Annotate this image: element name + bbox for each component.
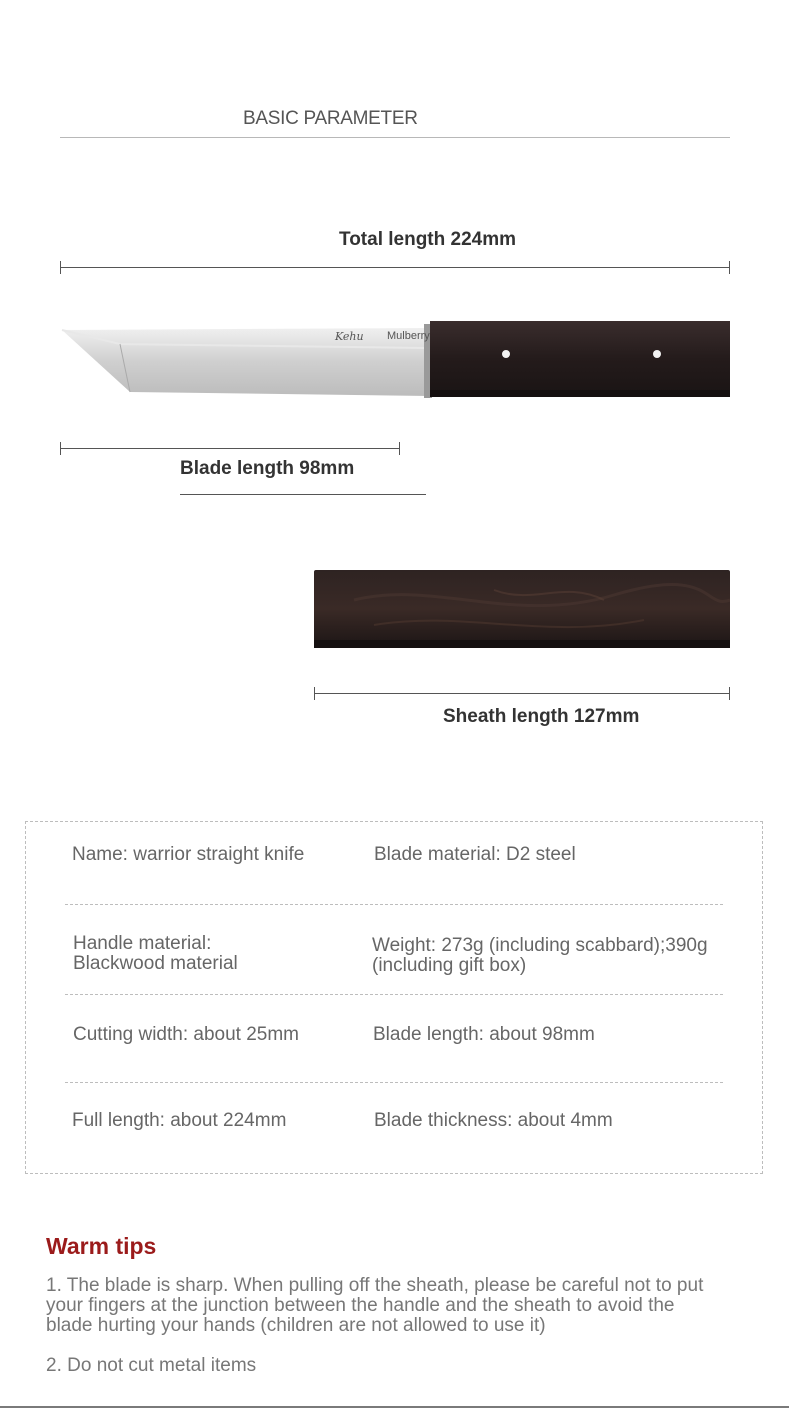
blade-engraving: Kehu: [335, 330, 364, 343]
handle-pin: [502, 350, 510, 358]
blade-length-line: [60, 448, 400, 449]
header-divider: [60, 137, 730, 138]
param-blade-thickness: Blade thickness: about 4mm: [374, 1110, 613, 1131]
param-blade-material: Blade material: D2 steel: [374, 844, 576, 865]
tip-item: 1. The blade is sharp. When pulling off the sheath, please be careful not to put your fingers at the junction between the handle and the sheath to avoid the blade hurting your hands (children are not allowed to use it): [46, 1275, 704, 1336]
handle-pin: [653, 350, 661, 358]
param-cutting-width: Cutting width: about 25mm: [73, 1024, 300, 1045]
row-divider: [65, 1082, 723, 1083]
param-weight: Weight: 273g (including scabbard);390g (including gift box): [372, 935, 708, 976]
total-length-line: [60, 267, 730, 268]
section-title: BASIC PARAMETER: [243, 108, 418, 129]
blade-length-underline: [180, 494, 426, 495]
row-divider: [65, 904, 723, 905]
blade-length-label: Blade length 98mm: [180, 458, 355, 479]
param-name: Name: warrior straight knife: [72, 844, 305, 865]
sheath-image: [314, 570, 730, 648]
tip-item: 2. Do not cut metal items: [46, 1355, 257, 1376]
knife-image: [60, 318, 730, 400]
param-blade-length: Blade length: about 98mm: [373, 1024, 595, 1045]
bottom-divider: [0, 1406, 789, 1408]
total-length-label: Total length 224mm: [339, 229, 517, 250]
sheath-length-line: [314, 693, 730, 694]
sheath-length-label: Sheath length 127mm: [443, 706, 640, 727]
blade-brand: Mulberry: [387, 330, 430, 342]
tips-title: Warm tips: [46, 1233, 157, 1259]
param-handle-material: Handle material: Blackwood material: [73, 933, 238, 974]
param-full-length: Full length: about 224mm: [72, 1110, 287, 1131]
row-divider: [65, 994, 723, 995]
